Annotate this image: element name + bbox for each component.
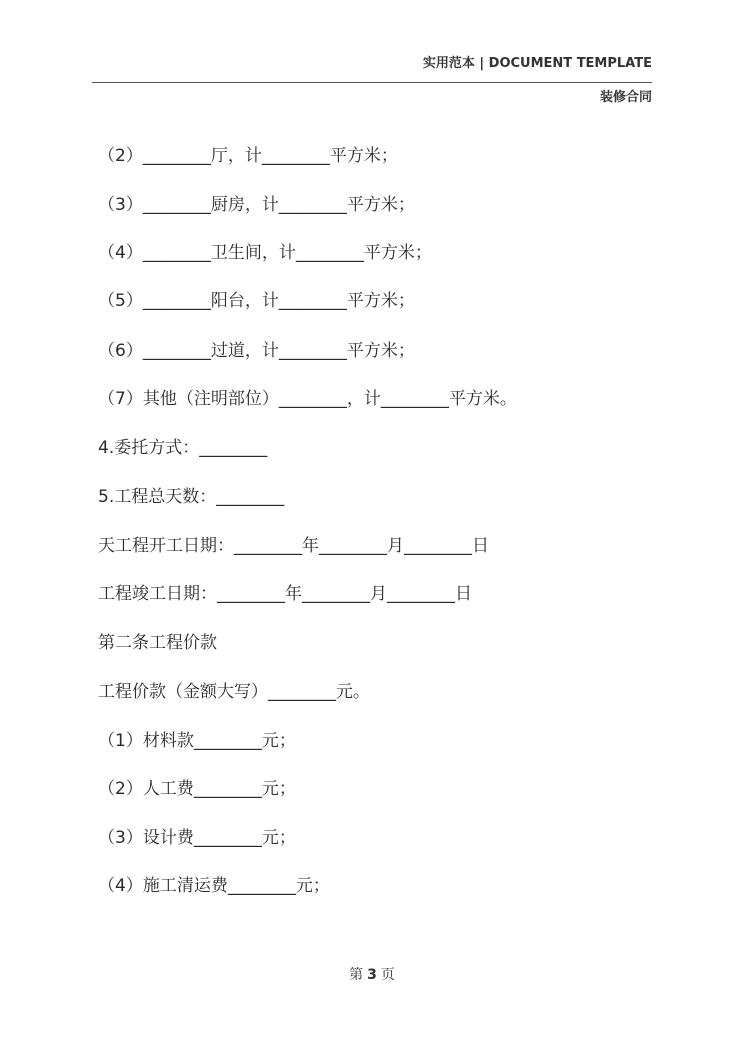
body-line: （4）________卫生间，计________平方米；: [98, 243, 432, 263]
header-divider: [92, 82, 652, 83]
body-line: 天工程开工日期：________年________月________日: [98, 536, 489, 556]
body-line: （3）________厨房，计________平方米；: [98, 195, 415, 215]
body-line: （5）________阳台，计________平方米；: [98, 291, 415, 311]
body-line: （3）设计费________元；: [98, 828, 296, 848]
page-prefix: 第: [349, 967, 364, 983]
header-subtitle: 装修合同: [599, 90, 652, 105]
body-line: （2）人工费________元；: [98, 779, 296, 799]
header-title: 实用范本 | DOCUMENT TEMPLATE: [422, 56, 652, 71]
body-line: 4.委托方式：________: [98, 438, 268, 458]
body-line: （1）材料款________元；: [98, 731, 296, 751]
body-line: （2）________厅，计________平方米；: [98, 146, 398, 166]
page-suffix: 页: [380, 967, 395, 983]
body-line: （6）________过道，计________平方米；: [98, 341, 415, 361]
page-number: [0, 964, 744, 984]
body-line: 工程价款（金额大写）________元。: [98, 682, 370, 702]
page-number-value: 3: [367, 967, 377, 983]
body-line: （4）施工清运费________元；: [98, 876, 330, 896]
body-line: （7）其他（注明部位）________，计________平方米。: [98, 389, 517, 409]
body-line: 工程竣工日期：________年________月________日: [98, 584, 472, 604]
body-line: 5.工程总天数：________: [98, 487, 285, 507]
section-heading: 第二条工程价款: [98, 633, 217, 653]
